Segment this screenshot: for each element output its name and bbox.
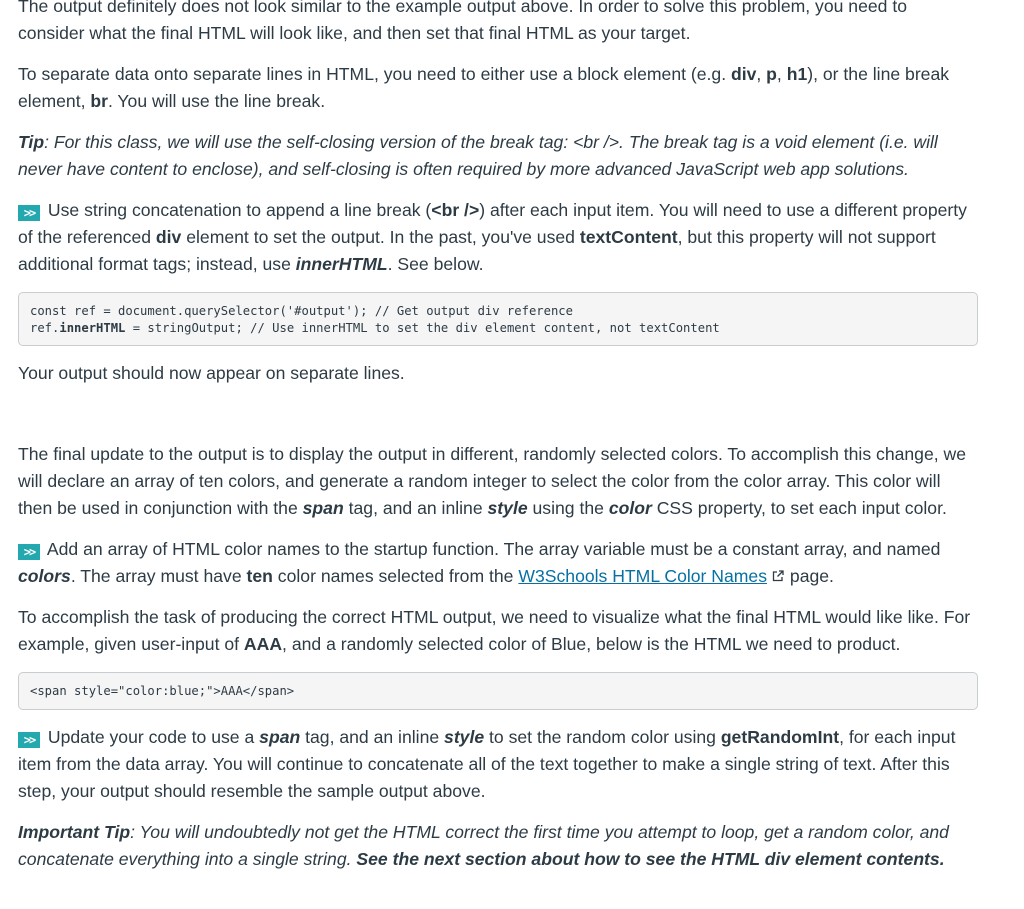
double-chevron-right-icon: >> <box>18 544 40 560</box>
external-link-icon[interactable] <box>771 569 785 583</box>
w3schools-color-names-link[interactable]: W3Schools HTML Color Names <box>518 566 768 586</box>
assignment-content <box>18 0 978 887</box>
important-tip-paragraph: Important Tip: You will undoubtedly not get the HTML correct the first time you attempt to loop, get a random color, and concatenate everything into a single string. See the next section about how to see the HTML div element contents. <box>18 821 949 869</box>
tip-paragraph: Tip: For this class, we will use the self-closing version of the break tag: <br />. The break tag is a void element (i.e. will never have content to enclose), and self-closing is often required by more advanced JavaScript web app solutions. <box>18 132 938 179</box>
color-update-paragraph: The final update to the output is to display the output in different, randomly selected colors. To accomplish this change, we will declare an array of ten colors, and generate a random integer to select the color from the color array. This color will then be used in conjunction with the span tag, and an inline style using the color CSS property, to set each input color. <box>18 444 967 518</box>
step-color-array: >> Add an array of HTML color names to the startup function. The array variable must be a constant array, and named colors. The array must have ten color names selected from the W3Schools HTML Color Names page. <box>18 539 941 586</box>
line-break-paragraph: To separate data onto separate lines in HTML, you need to either use a block element (e.g. div, p, h1), or the line break element, br. You will use the line break. <box>18 64 950 111</box>
double-chevron-right-icon: >> <box>18 732 40 748</box>
code-block-innerhtml: const ref = document.querySelector('#output'); // Get output div reference ref.innerHTML = stringOutput; // Use innerHTML to set the div element content, not textContent <box>18 292 978 346</box>
separate-lines-paragraph: Your output should now appear on separate lines. <box>18 363 405 383</box>
important-tip-bold: See the next section about how to see the HTML div element contents. <box>356 848 945 869</box>
code-block-span: <span style="color:blue;">AAA</span> <box>18 672 978 710</box>
important-tip-label: Important Tip <box>18 821 131 842</box>
tip-label: Tip <box>18 132 45 152</box>
step-span-update: >> Update your code to use a span tag, and an inline style to set the random color using getRandomInt, for each input item from the data array. You will continue to concatenate all of the text together to make a single string of text. After this step, your output should resemble the sample output above. <box>18 726 956 801</box>
double-chevron-right-icon: >> <box>18 205 40 221</box>
step-line-break: >> Use string concatenation to append a line break (<br />) after each input item. You will need to use a different property of the referenced div element to set the output. In the past, you've used textContent, but this property will not support additional format tags; instead, use innerHTML. See below. <box>18 200 967 274</box>
intro-paragraph: The output definitely does not look similar to the example output above. In order to solve this problem, you need to consider what the final HTML will look like, and then set that final HTML as your target. <box>18 0 908 43</box>
visualize-html-paragraph: To accomplish the task of producing the correct HTML output, we need to visualize what the final HTML would like like. For example, given user-input of AAA, and a randomly selected color of Blue, below is the HTML we need to product. <box>18 607 971 654</box>
